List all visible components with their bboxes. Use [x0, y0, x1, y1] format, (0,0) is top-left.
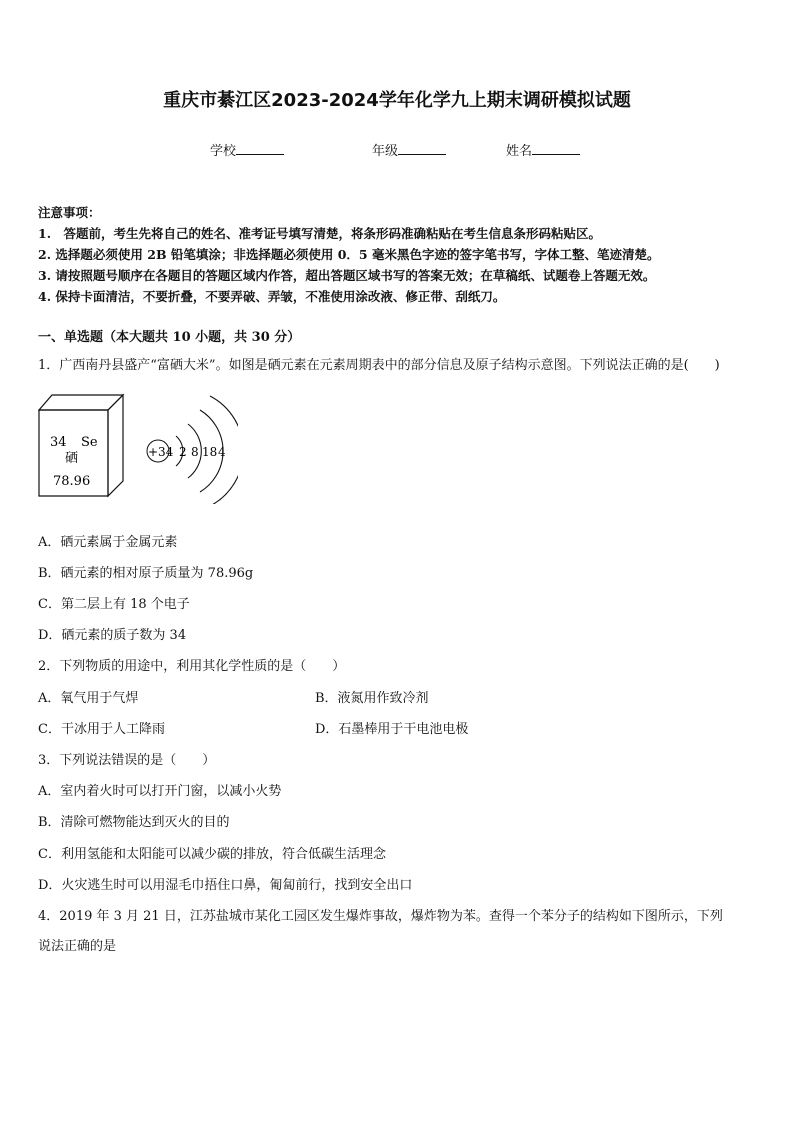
q1-stem: 1．广西南丹县盛产“富硒大米”。如图是硒元素在元素周期表中的部分信息及原子结构示意图。下列说法正确的是( )	[38, 358, 720, 373]
element-mass: 78.96	[53, 474, 91, 489]
q4-stem-line-2: 说法正确的是	[38, 939, 117, 954]
grade-label: 年级	[372, 144, 399, 159]
notice-item: 3. 请按照题号顺序在各题目的答题区域内作答，超出答题区域书写的答案无效；在草稿纸、试题卷上答题无效。	[38, 268, 656, 283]
q1-option-b: B．硒元素的相对原子质量为 78.96g	[38, 566, 254, 581]
notice-block	[38, 202, 758, 307]
q3-stem: 3．下列说法错误的是（ ）	[38, 753, 216, 768]
q4-stem-line-1: 4．2019 年 3 月 21 日，江苏盐城市某化工园区发生爆炸事故，爆炸物为苯。查得一个苯分子的结构如下图所示，下列	[38, 909, 723, 924]
q3-option-c: C．利用氢能和太阳能可以减少碳的排放，符合低碳生活理念	[38, 847, 386, 862]
nucleus-charge: +34	[148, 445, 174, 459]
q2-option-b: B．液氮用作致冷剂	[315, 691, 429, 706]
school-field	[210, 140, 284, 159]
element-symbol: Se	[81, 435, 98, 450]
notice-item: 1. 答题前，考生先将自己的姓名、准考证号填写清楚，将条形码准确粘贴在考生信息条形码粘贴区。	[38, 226, 602, 241]
q2-stem: 2．下列物质的用途中，利用其化学性质的是（ ）	[38, 659, 346, 674]
element-name: 硒	[65, 451, 79, 466]
element-atomic-number: 34	[50, 435, 67, 450]
shell-1-electrons: 2	[179, 445, 187, 459]
student-info-row	[0, 140, 794, 162]
q3-option-a: A．室内着火时可以打开门窗，以减小火势	[38, 784, 282, 799]
school-label: 学校	[210, 144, 237, 159]
q1-option-a: A．硒元素属于金属元素	[38, 535, 178, 550]
notice-item: 4. 保持卡面清洁，不要折叠，不要弄破、弄皱，不准使用涂改液、修正带、刮纸刀。	[38, 289, 506, 304]
shell-3-electrons: 18	[202, 445, 218, 459]
q2-option-a: A．氧气用于气焊	[38, 691, 139, 706]
grade-blank	[398, 142, 446, 155]
selenium-figure	[38, 386, 238, 504]
q1-option-d: D．硒元素的质子数为 34	[38, 628, 187, 643]
shell-4-electrons: 4	[218, 445, 226, 459]
section-heading: 一、单选题（本大题共 10 小题，共 30 分）	[38, 330, 301, 345]
name-blank	[532, 142, 580, 155]
notice-heading: 注意事项：	[38, 205, 101, 220]
notice-item: 2. 选择题必须使用 2B 铅笔填涂；非选择题必须使用 0．5 毫米黑色字迹的签字笔书写，字体工整、笔迹清楚。	[38, 247, 660, 262]
q3-option-b: B．清除可燃物能达到灭火的目的	[38, 815, 230, 830]
name-label: 姓名	[506, 144, 533, 159]
grade-field	[372, 140, 446, 159]
page-title: 重庆市綦江区2023-2024学年化学九上期末调研模拟试题	[163, 90, 631, 111]
q3-option-d: D．火灾逃生时可以用湿毛巾捂住口鼻，匍匐前行，找到安全出口	[38, 878, 413, 893]
q2-option-c: C．干冰用于人工降雨	[38, 722, 165, 737]
shell-2-electrons: 8	[191, 445, 199, 459]
school-blank	[236, 142, 284, 155]
q1-option-c: C．第二层上有 18 个电子	[38, 597, 190, 612]
q2-option-d: D．石墨棒用于干电池电极	[315, 722, 469, 737]
name-field	[506, 140, 580, 159]
